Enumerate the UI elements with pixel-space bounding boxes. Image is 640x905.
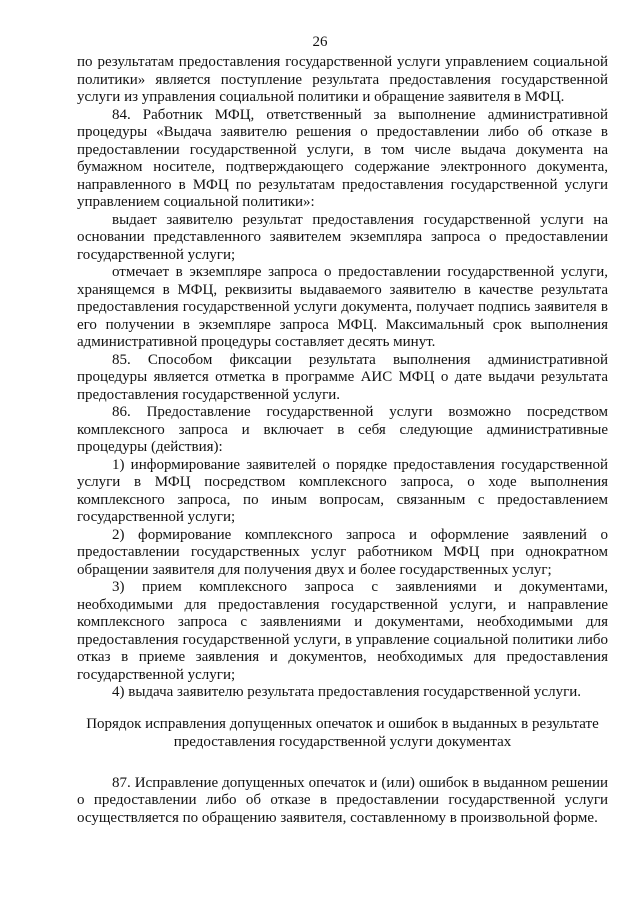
- list-item: 4) выдача заявителю результата предоставления государственной услуги.: [112, 684, 581, 700]
- list-item: 2) формирование комплексного запроса и оформление заявлений о предоставлении государственных услуг работником МФЦ при однократном обращении заявителя для получения двух и более государственных услуг;: [77, 526, 608, 578]
- paragraph: выдает заявителю результат предоставления государственной услуги на основании представленного заявителем экземпляра запроса о предоставлении государственной услуги;: [77, 211, 608, 263]
- page-number: 26: [312, 34, 328, 50]
- paragraph: отмечает в экземпляре запроса о предоставлении государственной услуги, хранящемся в МФЦ, реквизиты выдаваемого заявителю в качестве результата предоставления государственной услуги документа, получает подпись заявителя в его получении в экземпляре запроса МФЦ. Максимальный срок выполнения административной процедуры составляет десять минут.: [77, 264, 608, 350]
- paragraph: по результатам предоставления государственной услуги управлением социальной политики» является поступление результата предоставления государственной услуги из управления социальной политики и обращение заявителя в МФЦ.: [77, 54, 608, 105]
- list-item: 1) информирование заявителей о порядке предоставления государственной услуги в МФЦ посредством комплексного запроса, о ходе выполнения комплексного запроса, по иным вопросам, связанным с предоставлением государственной услуги;: [77, 456, 608, 525]
- paragraph: 87. Исправление допущенных опечаток и (или) ошибок в выданном решении о предоставлении либо об отказе в предоставлении государственной услуги осуществляется по обращению заявителя, составленному в произвольной форме.: [77, 774, 608, 826]
- paragraph: 85. Способом фиксации результата выполнения административной процедуры является отметка в программе АИС МФЦ о дате выдачи результата предоставления государственной услуги.: [77, 351, 608, 403]
- paragraph: 84. Работник МФЦ, ответственный за выполнение административной процедуры «Выдача заявителю решения о предоставлении либо об отказе в предоставлении государственной услуги, в том числе выдача документа на бумажном носителе, подтверждающего содержание электронного документа, направленного в МФЦ по результатам предоставления государственной услуги управлением социальной политики»:: [77, 106, 608, 210]
- section-heading: Порядок исправления допущенных опечаток и ошибок в выданных в результате предоставления государственной услуги документах: [86, 715, 599, 750]
- list-item: 3) прием комплексного запроса с заявлениями и документами, необходимыми для предоставления государственной услуги, и направление комплексного запроса с заявлениями и документами, необходимыми для предоставления государственной услуги, в управление социальной политики либо отказ в приеме заявления и документов, необходимых для предоставления государственной услуги;: [77, 579, 608, 683]
- document-body: [77, 54, 608, 827]
- paragraph: 86. Предоставление государственной услуги возможно посредством комплексного запроса и включает в себя следующие административные процедуры (действия):: [77, 404, 608, 455]
